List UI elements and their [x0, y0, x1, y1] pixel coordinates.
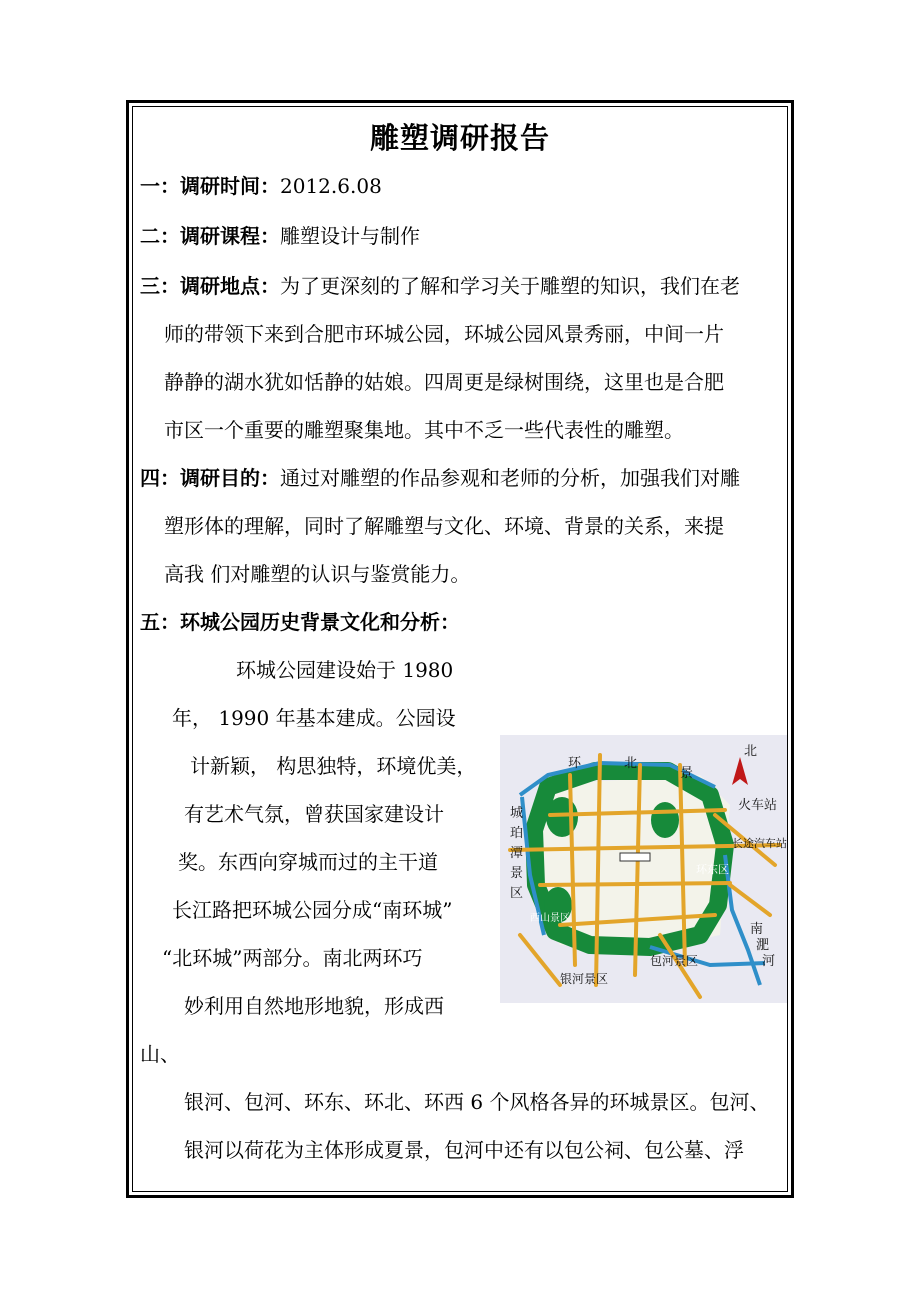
section-5-wrap-3: 计新颖， 构思独特，环境优美， — [190, 754, 477, 778]
section-5-wrap-1: 环城公园建设始于 1980 — [236, 658, 454, 682]
section-3-label: 三：调研地点： — [140, 274, 280, 298]
section-3-line — [140, 272, 740, 300]
section-5-wrap-8: 妙利用自然地形地貌，形成西 — [184, 994, 444, 1018]
section-4-text: 通过对雕塑的作品参观和老师的分析，加强我们对雕 — [280, 466, 740, 490]
map-label-nan: 南 — [750, 922, 764, 937]
section-1-label: 一：调研时间： — [140, 174, 280, 198]
map-label-cheng: 城 — [510, 806, 524, 821]
section-3-cont-1: 师的带领下来到合肥市环城公园，环城公园风景秀丽，中间一片 — [164, 322, 724, 346]
section-5-wrap-7: “北环城”两部分。南北两环巧 — [162, 946, 423, 970]
section-1-line — [140, 172, 382, 200]
section-4-cont-1: 塑形体的理解，同时了解雕塑与文化、环境、背景的关系，来提 — [164, 514, 724, 538]
map-label-bei: 北 — [624, 756, 638, 771]
map-label-jing2: 景 — [510, 866, 524, 881]
map-marker — [620, 853, 650, 861]
section-4-line — [140, 464, 740, 492]
section-2-line — [140, 222, 420, 250]
map-label-xishan: 西山景区 — [530, 913, 570, 924]
section-1-text: 2012.6.08 — [280, 174, 382, 198]
map-label-jing: 景 — [680, 766, 694, 781]
section-3-text: 为了更深刻的了解和学习关于雕塑的知识，我们在老 — [280, 274, 740, 298]
map-label-tan: 潭 — [510, 846, 524, 861]
section-4-label: 四：调研目的： — [140, 466, 280, 490]
map-label-he: 河 — [762, 954, 776, 969]
section-3-cont-2: 静静的湖水犹如恬静的姑娘。四周更是绿树围绕，这里也是合肥 — [164, 370, 724, 394]
section-2-label: 二：调研课程： — [140, 224, 280, 248]
map-label-fei: 淝 — [756, 938, 770, 953]
map-label-train-station: 火车站 — [738, 798, 778, 813]
section-5-wrap-2: 年， 1990 年基本建成。公园设 — [172, 706, 456, 730]
north-lake — [651, 802, 679, 838]
map-label-baohe: 包河景区 — [650, 954, 699, 968]
map-label-po: 珀 — [510, 826, 524, 841]
map-label-huandong: 环东区 — [696, 863, 729, 876]
page-frame-inner — [132, 106, 788, 1192]
park-map — [500, 735, 787, 1003]
section-5-heading: 五：环城公园历史背景文化和分析： — [140, 610, 460, 634]
map-label-huan: 环 — [568, 756, 582, 771]
section-3-cont-3: 市区一个重要的雕塑聚集地。其中不乏一些代表性的雕塑。 — [164, 418, 684, 442]
section-5-full-1: 银河、包河、环东、环北、环西 6 个风格各异的环城景区。包河、 — [184, 1090, 770, 1114]
section-5-wrap-9: 山、 — [140, 1042, 180, 1066]
document-title: 雕塑调研报告 — [369, 121, 550, 155]
map-label-yinhe: 银河景区 — [560, 972, 609, 986]
section-5-wrap-4: 有艺术气氛，曾获国家建设计 — [184, 802, 444, 826]
section-5-wrap-6: 长江路把环城公园分成“南环城” — [172, 898, 453, 922]
map-label-bus-station: 长途汽车站 — [732, 837, 787, 850]
section-4-cont-2: 高我 们对雕塑的认识与鉴赏能力。 — [164, 562, 471, 586]
map-label-qu: 区 — [510, 886, 524, 901]
section-5-full-2: 银河以荷花为主体形成夏景，包河中还有以包公祠、包公墓、浮 — [184, 1138, 744, 1162]
section-2-text: 雕塑设计与制作 — [280, 224, 420, 248]
section-5-wrap-5: 奖。东西向穿城而过的主干道 — [178, 850, 438, 874]
map-label-north: 北 — [744, 744, 758, 759]
